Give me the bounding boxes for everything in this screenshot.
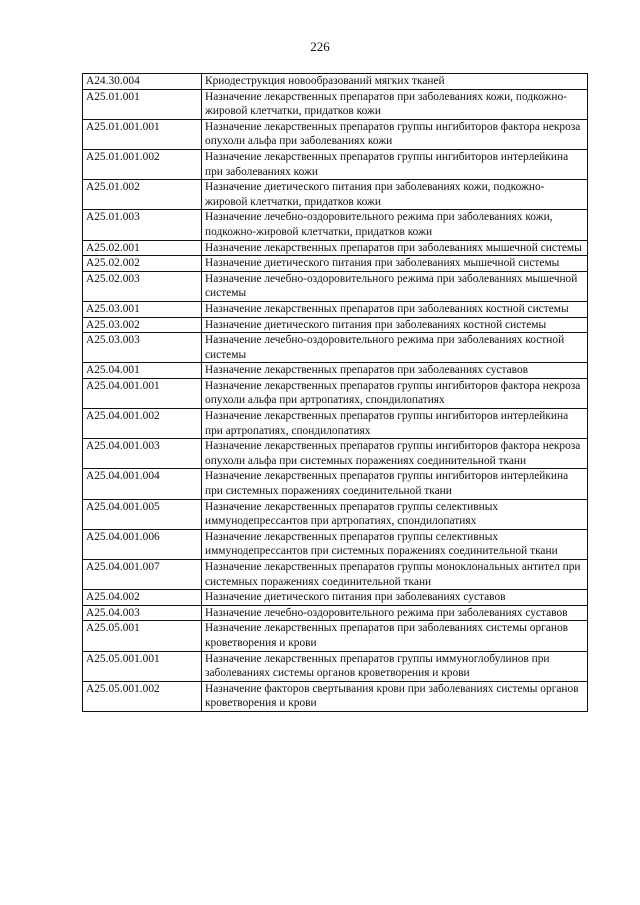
- service-code: A25.01.001: [83, 89, 202, 119]
- services-table: [82, 73, 588, 712]
- service-code: A25.01.003: [83, 210, 202, 240]
- service-name: Назначение лечебно-оздоровительного режима при заболеваниях мышечной системы: [202, 271, 588, 301]
- service-name: Назначение лекарственных препаратов группы моноклональных антител при системных поражениях соединительной ткани: [202, 560, 588, 590]
- service-name: Назначение лекарственных препаратов при заболеваниях суставов: [202, 363, 588, 379]
- service-code: A25.04.001.002: [83, 409, 202, 439]
- service-name: Криодеструкция новообразований мягких тканей: [202, 74, 588, 90]
- table-row: [83, 621, 588, 651]
- table-row: [83, 439, 588, 469]
- service-code: A25.01.002: [83, 180, 202, 210]
- table-row: [83, 499, 588, 529]
- service-code: A25.05.001.002: [83, 681, 202, 711]
- table-row: [83, 651, 588, 681]
- table-row: [83, 317, 588, 333]
- service-name: Назначение диетического питания при заболеваниях костной системы: [202, 317, 588, 333]
- service-code: A25.04.001.007: [83, 560, 202, 590]
- service-name: Назначение лекарственных препаратов группы иммуноглобулинов при заболеваниях системы органов кроветворения и крови: [202, 651, 588, 681]
- service-code: A24.30.004: [83, 74, 202, 90]
- service-name: Назначение лекарственных препаратов группы ингибиторов интерлейкина при заболеваниях кожи: [202, 149, 588, 179]
- service-code: A25.03.001: [83, 301, 202, 317]
- table-row: [83, 210, 588, 240]
- table-row: [83, 590, 588, 606]
- table-row: [83, 256, 588, 272]
- service-code: A25.04.003: [83, 605, 202, 621]
- table-row: [83, 301, 588, 317]
- table-row: [83, 681, 588, 711]
- service-name: Назначение лекарственных препаратов при заболеваниях кожи, подкожно-жировой клетчатки, придатков кожи: [202, 89, 588, 119]
- service-code: A25.05.001.001: [83, 651, 202, 681]
- service-name: Назначение лекарственных препаратов группы ингибиторов фактора некроза опухоли альфа при системных поражениях соединительной ткани: [202, 439, 588, 469]
- service-name: Назначение лекарственных препаратов при заболеваниях системы органов кроветворения и крови: [202, 621, 588, 651]
- service-code: A25.03.002: [83, 317, 202, 333]
- service-code: A25.01.001.001: [83, 119, 202, 149]
- service-code: A25.02.001: [83, 240, 202, 256]
- service-code: A25.04.002: [83, 590, 202, 606]
- service-name: Назначение лекарственных препаратов группы селективных иммунодепрессантов при системных поражениях соединительной ткани: [202, 529, 588, 559]
- table-row: [83, 605, 588, 621]
- table-row: [83, 378, 588, 408]
- table-row: [83, 74, 588, 90]
- service-code: A25.04.001.006: [83, 529, 202, 559]
- service-code: A25.03.003: [83, 333, 202, 363]
- table-row: [83, 529, 588, 559]
- service-name: Назначение лекарственных препаратов группы ингибиторов фактора некроза опухоли альфа при заболеваниях кожи: [202, 119, 588, 149]
- service-name: Назначение лекарственных препаратов группы ингибиторов интерлейкина при артропатиях, спондилопатиях: [202, 409, 588, 439]
- services-table-body: [83, 74, 588, 712]
- service-name: Назначение лекарственных препаратов группы ингибиторов интерлейкина при системных поражениях соединительной ткани: [202, 469, 588, 499]
- table-row: [83, 363, 588, 379]
- service-name: Назначение диетического питания при заболеваниях кожи, подкожно-жировой клетчатки, придатков кожи: [202, 180, 588, 210]
- service-code: A25.04.001.004: [83, 469, 202, 499]
- service-name: Назначение лечебно-оздоровительного режима при заболеваниях суставов: [202, 605, 588, 621]
- service-name: Назначение диетического питания при заболеваниях суставов: [202, 590, 588, 606]
- service-name: Назначение лекарственных препаратов при заболеваниях костной системы: [202, 301, 588, 317]
- table-row: [83, 560, 588, 590]
- service-code: A25.04.001: [83, 363, 202, 379]
- table-row: [83, 271, 588, 301]
- service-name: Назначение лечебно-оздоровительного режима при заболеваниях кожи, подкожно-жировой клетчатки, придатков кожи: [202, 210, 588, 240]
- table-row: [83, 469, 588, 499]
- service-name: Назначение лекарственных препаратов группы ингибиторов фактора некроза опухоли альфа при артропатиях, спондилопатиях: [202, 378, 588, 408]
- service-name: Назначение диетического питания при заболеваниях мышечной системы: [202, 256, 588, 272]
- page-number: 226: [310, 39, 330, 54]
- table-row: [83, 149, 588, 179]
- table-row: [83, 89, 588, 119]
- table-row: [83, 409, 588, 439]
- table-row: [83, 333, 588, 363]
- service-code: A25.04.001.001: [83, 378, 202, 408]
- service-name: Назначение факторов свертывания крови при заболеваниях системы органов кроветворения и крови: [202, 681, 588, 711]
- service-code: A25.05.001: [83, 621, 202, 651]
- service-name: Назначение лекарственных препаратов при заболеваниях мышечной системы: [202, 240, 588, 256]
- service-code: A25.04.001.005: [83, 499, 202, 529]
- service-code: A25.01.001.002: [83, 149, 202, 179]
- service-code: A25.02.003: [83, 271, 202, 301]
- service-name: Назначение лечебно-оздоровительного режима при заболеваниях костной системы: [202, 333, 588, 363]
- service-code: A25.04.001.003: [83, 439, 202, 469]
- service-name: Назначение лекарственных препаратов группы селективных иммунодепрессантов при артропатиях, спондилопатиях: [202, 499, 588, 529]
- table-row: [83, 180, 588, 210]
- service-code: A25.02.002: [83, 256, 202, 272]
- table-row: [83, 119, 588, 149]
- table-row: [83, 240, 588, 256]
